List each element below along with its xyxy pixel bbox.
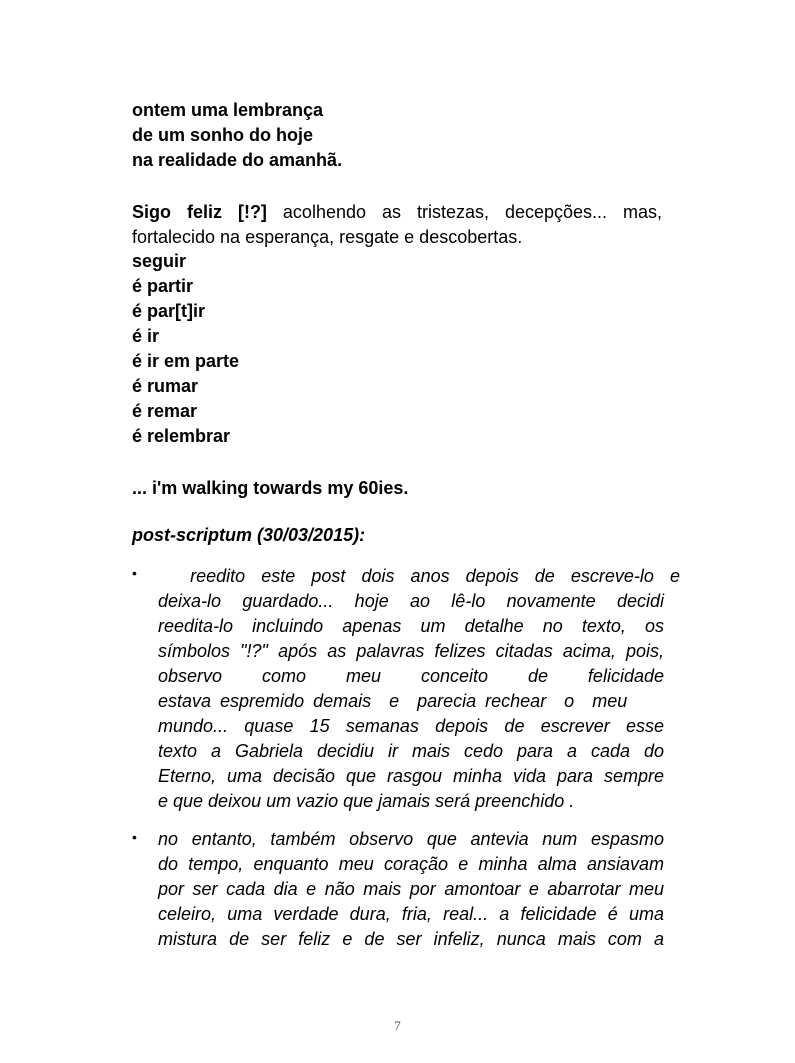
poem-line: seguir <box>132 251 187 271</box>
opening-line-1: ontem uma lembrança <box>132 100 324 120</box>
bullet-1-line: reedita-lo incluindo apenas um detalhe no texto, os <box>158 616 664 636</box>
postscript-title: post-scriptum (30/03/2015): <box>132 525 366 545</box>
bullet-2-line: por ser cada dia e não mais por amontoar e abarrotar meu <box>158 879 664 899</box>
poem-line: é ir <box>132 326 160 346</box>
bullet-1-line: símbolos "!?" após as palavras felizes citadas acima, pois, <box>158 641 664 661</box>
bullet-2-line: do tempo, enquanto meu coração e minha alma ansiavam <box>158 854 664 874</box>
page-number: 7 <box>394 1018 401 1033</box>
paragraph-line-1 <box>132 200 662 225</box>
poem-line: é par[t]ir <box>132 301 206 321</box>
bullet-1-line: estava espremido demais e parecia rechear o meu <box>158 691 628 711</box>
paragraph-lead: Sigo feliz [!?] <box>132 202 267 222</box>
bullet-1-line: mundo... quase 15 semanas depois de escrever esse <box>158 716 664 736</box>
bullet-1-line: reedito este post dois anos depois de escreve-lo e <box>158 566 680 586</box>
bullet-2-line: no entanto, também observo que antevia num espasmo <box>158 829 664 849</box>
bullet-2-line: celeiro, uma verdade dura, fria, real... a felicidade é uma <box>158 904 664 924</box>
poem-line: é remar <box>132 401 198 421</box>
opening-line-2: de um sonho do hoje <box>132 125 313 145</box>
bullet-icon: • <box>132 829 137 845</box>
bullet-2-line: mistura de ser feliz e de ser infeliz, nunca mais com a <box>158 929 664 949</box>
poem-line: é ir em parte <box>132 351 240 371</box>
bullet-1-line: deixa-lo guardado... hoje ao lê-lo novamente decidi <box>158 591 664 611</box>
paragraph <box>132 200 662 250</box>
poem-line: é relembrar <box>132 426 231 446</box>
opening-line-3: na realidade do amanhã. <box>132 150 343 170</box>
poem-line: é partir <box>132 276 194 296</box>
bullet-1-line: texto a Gabriela decidiu ir mais cedo para a cada do <box>158 741 664 761</box>
bullet-1-line: Eterno, uma decisão que rasgou minha vida para sempre <box>158 766 664 786</box>
poem-line: é rumar <box>132 376 199 396</box>
bullet-icon: • <box>132 565 137 581</box>
postscript-bullet-1 <box>158 564 680 814</box>
postscript-bullet-2 <box>158 827 664 952</box>
bullet-1-line: observo como meu conceito de felicidade <box>158 666 664 686</box>
paragraph-line-1-rest: acolhendo as tristezas, decepções... mas, <box>282 202 662 222</box>
bullet-1-line: e que deixou um vazio que jamais será preenchido . <box>158 791 575 811</box>
paragraph-line-2: fortalecido na esperança, resgate e descobertas. <box>132 227 523 247</box>
walking-line: ... i'm walking towards my 60ies. <box>132 478 409 498</box>
